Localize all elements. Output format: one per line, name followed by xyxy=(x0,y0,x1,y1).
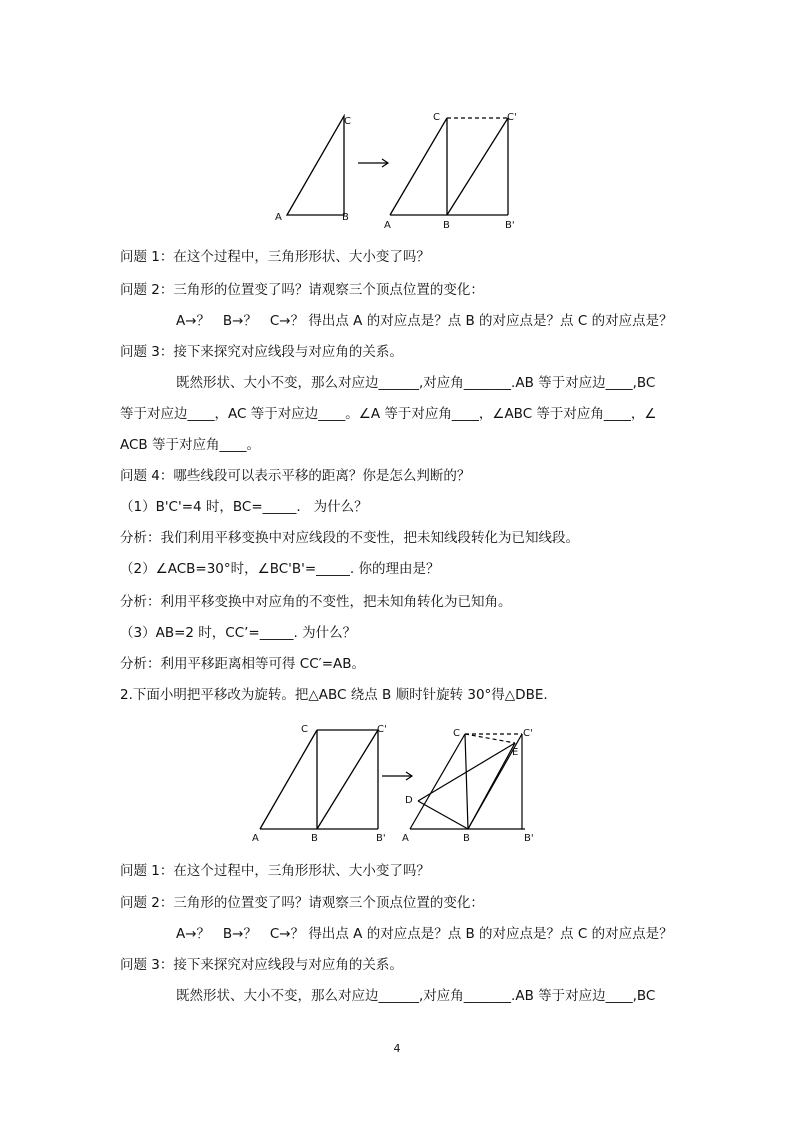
text-line: A→？ B→？ C→？ 得出点 A 的对应点是？点 B 的对应点是？点 C 的对应点是？ xyxy=(176,926,673,942)
label-a: A xyxy=(275,212,282,223)
label-c-prime2: C' xyxy=(523,728,533,739)
label-c: C xyxy=(344,116,351,127)
triangle-abc xyxy=(287,116,344,215)
label-b: B xyxy=(311,833,318,844)
label-c2: C xyxy=(453,728,460,739)
label-d: D xyxy=(405,795,413,806)
text-line: 分析：我们利用平移变换中对应线段的不变性，把未知线段转化为已知线段。 xyxy=(120,530,579,546)
figure-rotation xyxy=(250,718,550,848)
label-c2: C xyxy=(433,112,440,123)
text-line: （1）B'C'=4 时，BC=_____. 为什么？ xyxy=(120,499,368,515)
label-b-prime2: B' xyxy=(524,833,534,844)
rotation-diagram xyxy=(250,718,550,848)
label-b2: B xyxy=(463,833,470,844)
label-a2: A xyxy=(402,833,409,844)
text-line: 问题 1：在这个过程中，三角形形状、大小变了吗？ xyxy=(120,863,430,879)
label-c-prime: C' xyxy=(507,112,517,123)
text-line: 既然形状、大小不变，那么对应边______,对应角_______.AB 等于对应边____,BC xyxy=(176,375,656,391)
page-number: 4 xyxy=(393,1042,401,1055)
text-line: 既然形状、大小不变，那么对应边______,对应角_______.AB 等于对应边____,BC xyxy=(176,988,656,1004)
text-line: ACB 等于对应角____。 xyxy=(120,437,260,453)
text-line: 问题 3：接下来探究对应线段与对应角的关系。 xyxy=(120,344,403,360)
text-line: 问题 2：三角形的位置变了吗？请观察三个顶点位置的变化： xyxy=(120,282,484,298)
text-line: A→？ B→？ C→？ 得出点 A 的对应点是？点 B 的对应点是？点 C 的对应点是？ xyxy=(176,313,673,329)
label-e: E xyxy=(512,747,519,758)
text-line: （2）∠ACB=30°时，∠BC'B'=_____. 你的理由是？ xyxy=(120,561,440,577)
label-a: A xyxy=(252,833,259,844)
translation-diagram xyxy=(270,108,530,233)
text-line: 问题 4：哪些线段可以表示平移的距离？你是怎么判断的？ xyxy=(120,468,471,484)
text-line: 问题 2：三角形的位置变了吗？请观察三个顶点位置的变化： xyxy=(120,895,484,911)
label-a2: A xyxy=(384,220,391,231)
text-line: 问题 3：接下来探究对应线段与对应角的关系。 xyxy=(120,957,403,973)
label-b-prime: B' xyxy=(376,833,386,844)
text-line: 2.下面小明把平移改为旋转。把△ABC 绕点 B 顺时针旋转 30°得△DBE. xyxy=(120,687,548,703)
text-line: 分析：利用平移距离相等可得 CC′=AB。 xyxy=(120,656,366,672)
text-line: （3）AB=2 时，CC’=_____. 为什么？ xyxy=(120,625,357,641)
text-line: 分析：利用平移变换中对应角的不变性，把未知角转化为已知角。 xyxy=(120,594,512,610)
label-c-prime: C' xyxy=(377,724,387,735)
label-b2: B xyxy=(443,220,450,231)
label-c: C xyxy=(301,724,308,735)
text-line: 问题 1：在这个过程中，三角形形状、大小变了吗？ xyxy=(120,249,430,265)
label-b: B xyxy=(342,212,349,223)
figure-translation xyxy=(270,108,530,233)
label-b-prime: B' xyxy=(505,220,515,231)
text-line: 等于对应边____，AC 等于对应边____。∠A 等于对应角____，∠ABC 等于对应角____，∠ xyxy=(120,406,657,422)
